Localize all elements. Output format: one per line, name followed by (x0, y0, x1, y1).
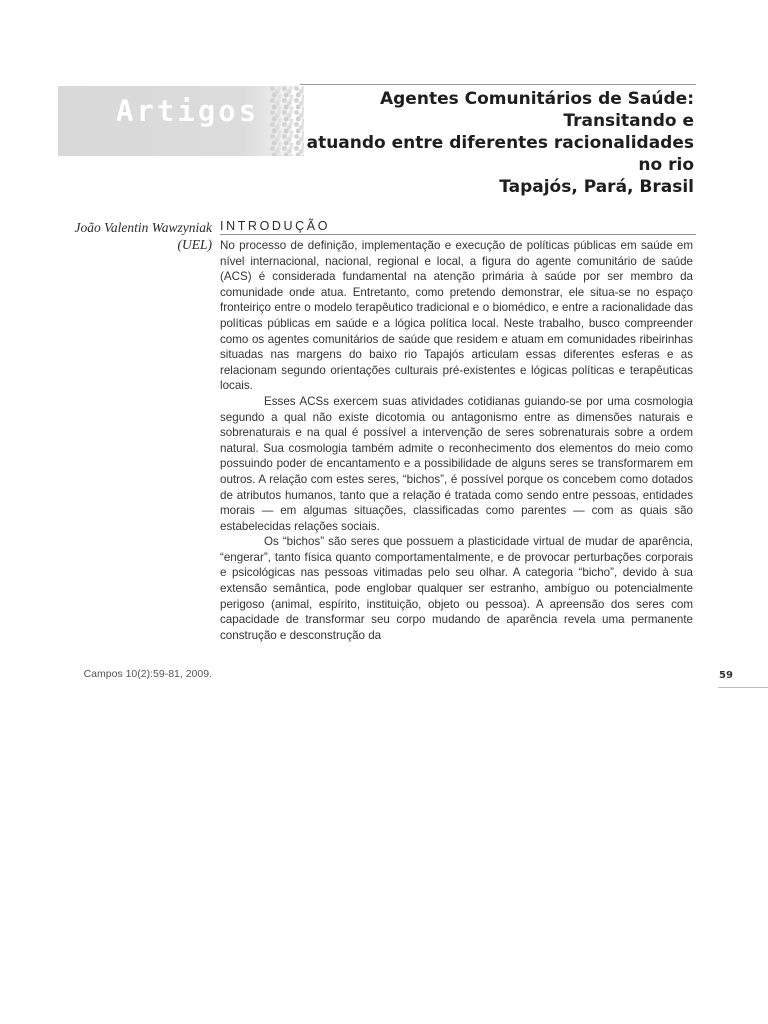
title-line-1: Agentes Comunitários de Saúde: Transitando e (379, 89, 694, 131)
title-line-2: atuando entre diferentes racionalidades no rio (306, 133, 694, 175)
paragraph-2: Esses ACSs exercem suas atividades cotidianas guiando-se por uma cosmologia segundo a qual não existe dicotomia ou antagonismo entre as dimensões naturais e sobrenaturais e na qual é possível a intervenção de seres sobrenaturais sobre a ordem natural. Sua cosmologia também admite o reconhecimento dos elementos do meio como possuindo poder de encantamento e a possibilidade de alguns seres se transformarem em outros. A relação com estes seres, “bichos”, é possível porque os concebem como dotados de atributos humanos, tanto que a relação é tratada como sendo entre pessoas, entidades morais — em algumas situações, classificadas como parentes — com as quais são estabelecidas relações sociais. (220, 394, 693, 533)
article-title (300, 88, 694, 198)
author-name: João Valentin Wawzyniak (74, 220, 212, 235)
page-number: 59 (719, 670, 733, 681)
paragraph-3: Os “bichos” são seres que possuem a plasticidade virtual de mudar de aparência, “engerar”, tanto física quanto comportamentalmente, e de provocar perturbações corporais e psicológicas nas pessoas vitimadas pelo seu olhar. A categoria “bicho”, devido à sua extensão semântica, pode englobar qualquer ser estranho, ambíguo ou potencialmente perigoso (animal, espírito, instituição, objeto ou pessoa). A apreensão dos seres com capacidade de transformar seu corpo mudando de aparência revela uma permanente construção e desconstrução da (220, 535, 693, 642)
body-text (220, 238, 693, 643)
author-affiliation: (UEL) (177, 237, 212, 252)
author-block (40, 219, 212, 253)
journal-citation: Campos 10(2):59-81, 2009. (83, 668, 212, 680)
paragraph-1: No processo de definição, implementação e execução de políticas públicas em saúde em nível internacional, nacional, regional e local, a figura do agente comunitário de saúde (ACS) é considerada fundamental na atenção primária à saúde por ser membro da comunidade onde atua. Entretanto, como pretendo demonstrar, ele situa-se no espaço fronteiriço entre o modelo terapêutico tradicional e o biomédico, e entre a racionalidade das políticas públicas em saúde e a lógica política local. Neste trabalho, busco compreender como os agentes comunitários de saúde que residem e atuam em comunidades ribeirinhas situadas nas margens do baixo rio Tapajós articulam essas diferentes esferas e as relacionam segundo orientações culturais pré-existentes e lógicas políticas e terapêuticas locais. (220, 239, 693, 393)
header-rule (300, 84, 696, 85)
title-line-3: Tapajós, Pará, Brasil (499, 177, 694, 197)
section-heading: INTRODUÇÃO (220, 219, 696, 235)
banner-brush-edge (270, 86, 304, 156)
section-label: Artigos (116, 94, 260, 128)
page-number-rule (718, 687, 768, 688)
